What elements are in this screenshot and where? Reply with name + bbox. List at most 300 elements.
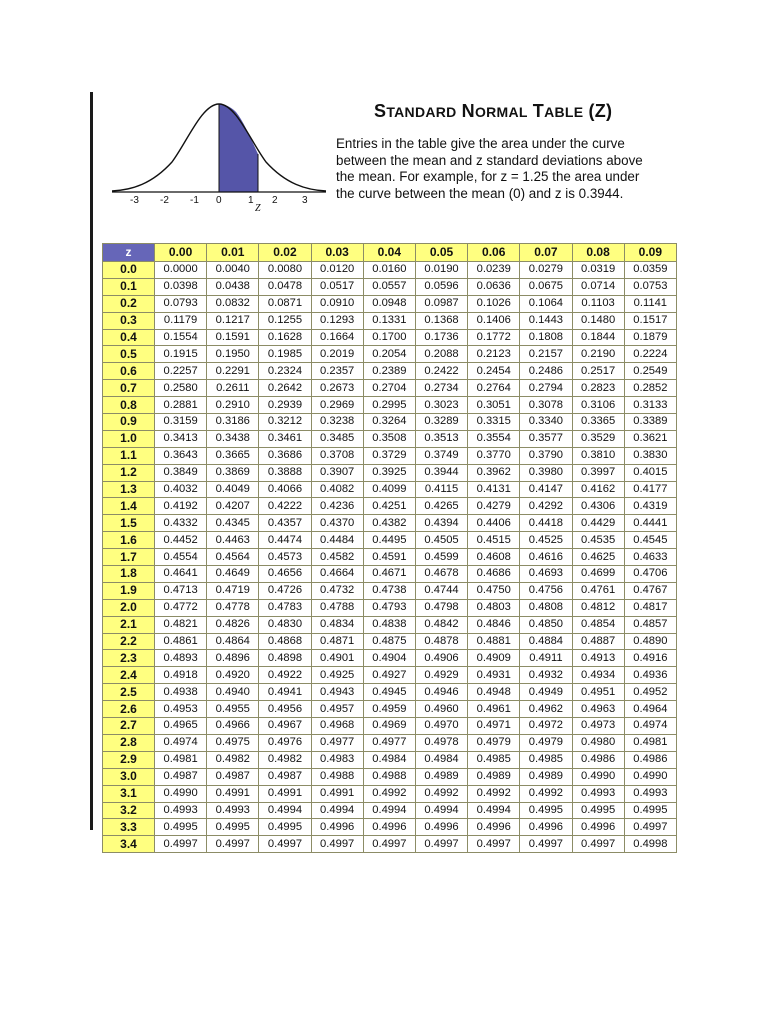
row-z-label: 1.6 [103,532,155,549]
table-cell: 0.4251 [363,498,415,515]
table-cell: 0.3508 [363,430,415,447]
table-cell: 0.4821 [155,616,207,633]
table-cell: 0.3962 [468,464,520,481]
table-cell: 0.1368 [415,312,467,329]
table-cell: 0.4812 [572,599,624,616]
table-cell: 0.4887 [572,633,624,650]
table-cell: 0.4998 [624,836,676,853]
table-cell: 0.2088 [415,346,467,363]
axis-label: -2 [160,195,169,206]
table-row [103,701,677,718]
table-cell: 0.4987 [259,768,311,785]
table-cell: 0.4664 [311,566,363,583]
table-cell: 0.4997 [207,836,259,853]
row-z-label: 2.6 [103,701,155,718]
table-row [103,684,677,701]
table-cell: 0.4406 [468,515,520,532]
table-cell: 0.2291 [207,363,259,380]
table-cell: 0.3554 [468,430,520,447]
table-cell: 0.4925 [311,667,363,684]
table-cell: 0.3621 [624,430,676,447]
table-cell: 0.2019 [311,346,363,363]
table-cell: 0.0319 [572,262,624,279]
table-cell: 0.0675 [520,278,572,295]
table-cell: 0.4994 [363,802,415,819]
table-cell: 0.2734 [415,380,467,397]
table-cell: 0.4953 [155,701,207,718]
table-cell: 0.4706 [624,566,676,583]
table-cell: 0.0398 [155,278,207,295]
table-cell: 0.4608 [468,549,520,566]
table-cell: 0.2422 [415,363,467,380]
table-cell: 0.3413 [155,430,207,447]
table-cell: 0.4192 [155,498,207,515]
table-cell: 0.4996 [311,819,363,836]
table-row [103,464,677,481]
table-row [103,582,677,599]
row-z-label: 0.5 [103,346,155,363]
table-cell: 0.4854 [572,616,624,633]
table-row [103,768,677,785]
table-cell: 0.0120 [311,262,363,279]
table-row [103,346,677,363]
z-table [102,243,677,853]
table-cell: 0.1772 [468,329,520,346]
table-cell: 0.2157 [520,346,572,363]
column-header: 0.02 [259,244,311,262]
table-cell: 0.1664 [311,329,363,346]
table-cell: 0.4515 [468,532,520,549]
table-cell: 0.4931 [468,667,520,684]
table-cell: 0.1406 [468,312,520,329]
table-cell: 0.4989 [520,768,572,785]
table-cell: 0.3907 [311,464,363,481]
table-cell: 0.0517 [311,278,363,295]
column-header: 0.04 [363,244,415,262]
table-row [103,498,677,515]
table-cell: 0.4656 [259,566,311,583]
table-cell: 0.4963 [572,701,624,718]
table-cell: 0.4977 [363,734,415,751]
table-cell: 0.4949 [520,684,572,701]
table-cell: 0.1141 [624,295,676,312]
table-cell: 0.2517 [572,363,624,380]
table-cell: 0.4463 [207,532,259,549]
table-cell: 0.4699 [572,566,624,583]
table-cell: 0.1064 [520,295,572,312]
table-cell: 0.4850 [520,616,572,633]
table-cell: 0.1700 [363,329,415,346]
table-cell: 0.3023 [415,397,467,414]
table-row [103,667,677,684]
axis-label: -3 [130,195,139,206]
table-cell: 0.3849 [155,464,207,481]
table-cell: 0.4875 [363,633,415,650]
table-cell: 0.4985 [468,751,520,768]
table-row [103,734,677,751]
table-cell: 0.2486 [520,363,572,380]
column-header: 0.06 [468,244,520,262]
table-cell: 0.3133 [624,397,676,414]
table-cell: 0.3643 [155,447,207,464]
table-cell: 0.4994 [259,802,311,819]
table-cell: 0.4967 [259,718,311,735]
table-cell: 0.1293 [311,312,363,329]
table-cell: 0.4641 [155,566,207,583]
table-cell: 0.4990 [572,768,624,785]
table-cell: 0.0279 [520,262,572,279]
table-cell: 0.4788 [311,599,363,616]
table-cell: 0.2969 [311,397,363,414]
table-cell: 0.0160 [363,262,415,279]
table-cell: 0.4904 [363,650,415,667]
table-cell: 0.2549 [624,363,676,380]
table-cell: 0.4394 [415,515,467,532]
table-row [103,481,677,498]
table-cell: 0.2580 [155,380,207,397]
row-z-label: 2.8 [103,734,155,751]
table-cell: 0.1517 [624,312,676,329]
table-cell: 0.4974 [155,734,207,751]
table-cell: 0.4936 [624,667,676,684]
row-z-label: 2.9 [103,751,155,768]
table-cell: 0.4783 [259,599,311,616]
row-z-label: 3.1 [103,785,155,802]
table-cell: 0.4554 [155,549,207,566]
table-cell: 0.3708 [311,447,363,464]
table-cell: 0.4997 [624,819,676,836]
table-cell: 0.0478 [259,278,311,295]
table-cell: 0.4941 [259,684,311,701]
table-cell: 0.0557 [363,278,415,295]
table-cell: 0.4846 [468,616,520,633]
table-cell: 0.4993 [572,785,624,802]
table-cell: 0.4986 [572,751,624,768]
row-z-label: 2.0 [103,599,155,616]
row-z-label: 2.7 [103,718,155,735]
table-cell: 0.4990 [624,768,676,785]
table-cell: 0.4099 [363,481,415,498]
table-cell: 0.2224 [624,346,676,363]
table-cell: 0.0438 [207,278,259,295]
table-cell: 0.4997 [155,836,207,853]
table-cell: 0.4693 [520,566,572,583]
table-cell: 0.4901 [311,650,363,667]
table-cell: 0.2190 [572,346,624,363]
table-cell: 0.4991 [207,785,259,802]
table-cell: 0.4842 [415,616,467,633]
table-cell: 0.4744 [415,582,467,599]
table-cell: 0.3186 [207,414,259,431]
table-cell: 0.4750 [468,582,520,599]
table-cell: 0.2389 [363,363,415,380]
table-cell: 0.4066 [259,481,311,498]
table-cell: 0.4279 [468,498,520,515]
table-cell: 0.4236 [311,498,363,515]
table-cell: 0.4222 [259,498,311,515]
table-cell: 0.3577 [520,430,572,447]
table-cell: 0.3686 [259,447,311,464]
row-z-label: 1.4 [103,498,155,515]
table-cell: 0.4997 [311,836,363,853]
table-cell: 0.4332 [155,515,207,532]
table-cell: 0.4984 [415,751,467,768]
table-cell: 0.4969 [363,718,415,735]
table-cell: 0.4966 [207,718,259,735]
table-cell: 0.4452 [155,532,207,549]
table-cell: 0.4881 [468,633,520,650]
table-row [103,380,677,397]
table-cell: 0.4965 [155,718,207,735]
table-cell: 0.4798 [415,599,467,616]
table-cell: 0.4994 [415,802,467,819]
table-cell: 0.4997 [363,836,415,853]
table-cell: 0.0636 [468,278,520,295]
table-cell: 0.0948 [363,295,415,312]
table-header-row [103,244,677,262]
table-cell: 0.3461 [259,430,311,447]
table-cell: 0.4599 [415,549,467,566]
table-cell: 0.3729 [363,447,415,464]
table-cell: 0.4896 [207,650,259,667]
table-cell: 0.3529 [572,430,624,447]
table-cell: 0.4535 [572,532,624,549]
table-cell: 0.0000 [155,262,207,279]
table-cell: 0.2123 [468,346,520,363]
table-cell: 0.4916 [624,650,676,667]
table-cell: 0.4970 [415,718,467,735]
table-cell: 0.3212 [259,414,311,431]
table-cell: 0.4838 [363,616,415,633]
table-cell: 0.4922 [259,667,311,684]
table-cell: 0.2054 [363,346,415,363]
table-cell: 0.4996 [520,819,572,836]
table-cell: 0.2454 [468,363,520,380]
table-cell: 0.2764 [468,380,520,397]
table-cell: 0.4992 [468,785,520,802]
table-cell: 0.4032 [155,481,207,498]
table-cell: 0.4996 [363,819,415,836]
table-cell: 0.1331 [363,312,415,329]
table-cell: 0.4920 [207,667,259,684]
table-cell: 0.4911 [520,650,572,667]
table-cell: 0.4049 [207,481,259,498]
row-z-label: 3.4 [103,836,155,853]
row-z-label: 3.0 [103,768,155,785]
table-cell: 0.1985 [259,346,311,363]
table-cell: 0.3289 [415,414,467,431]
table-cell: 0.4871 [311,633,363,650]
table-cell: 0.4992 [520,785,572,802]
column-header: 0.05 [415,244,467,262]
table-cell: 0.4793 [363,599,415,616]
z-marker-label: Z [255,203,261,214]
table-cell: 0.0910 [311,295,363,312]
table-cell: 0.4573 [259,549,311,566]
table-cell: 0.0714 [572,278,624,295]
table-cell: 0.4974 [624,718,676,735]
row-z-label: 2.5 [103,684,155,701]
table-cell: 0.4162 [572,481,624,498]
table-cell: 0.0753 [624,278,676,295]
table-cell: 0.4868 [259,633,311,650]
table-cell: 0.4943 [311,684,363,701]
table-cell: 0.0832 [207,295,259,312]
table-cell: 0.4980 [572,734,624,751]
table-row [103,566,677,583]
table-cell: 0.3365 [572,414,624,431]
table-cell: 0.4131 [468,481,520,498]
table-cell: 0.4994 [468,802,520,819]
row-z-label: 1.0 [103,430,155,447]
table-cell: 0.4564 [207,549,259,566]
table-cell: 0.4995 [155,819,207,836]
axis-label: 1 [248,195,254,206]
table-row [103,802,677,819]
table-cell: 0.4981 [155,751,207,768]
column-header: 0.00 [155,244,207,262]
table-cell: 0.4686 [468,566,520,583]
table-cell: 0.4761 [572,582,624,599]
table-cell: 0.3238 [311,414,363,431]
table-cell: 0.4977 [311,734,363,751]
table-cell: 0.4938 [155,684,207,701]
table-cell: 0.4997 [468,836,520,853]
table-cell: 0.4987 [207,768,259,785]
table-cell: 0.3389 [624,414,676,431]
table-cell: 0.4441 [624,515,676,532]
table-cell: 0.4992 [363,785,415,802]
table-cell: 0.4429 [572,515,624,532]
table-cell: 0.4991 [311,785,363,802]
table-cell: 0.4591 [363,549,415,566]
table-cell: 0.4495 [363,532,415,549]
table-cell: 0.4996 [468,819,520,836]
table-cell: 0.1808 [520,329,572,346]
table-cell: 0.4909 [468,650,520,667]
table-cell: 0.4962 [520,701,572,718]
row-z-label: 1.5 [103,515,155,532]
table-description: Entries in the table give the area under the curve between the mean and z standard deviations above the mean. For example, for z = 1.25 the area under the curve between the mean (0) and z is 0.3944. [336,136,643,201]
table-cell: 0.4913 [572,650,624,667]
row-z-label: 3.2 [103,802,155,819]
table-cell: 0.4968 [311,718,363,735]
page-title: STANDARD NORMAL TABLE (Z) [374,101,613,121]
table-cell: 0.1736 [415,329,467,346]
table-cell: 0.3810 [572,447,624,464]
table-cell: 0.4015 [624,464,676,481]
table-cell: 0.3830 [624,447,676,464]
row-z-label: 2.4 [103,667,155,684]
table-row [103,397,677,414]
table-cell: 0.4997 [520,836,572,853]
table-cell: 0.4986 [624,751,676,768]
table-row [103,836,677,853]
shaded-area [219,104,258,192]
table-cell: 0.4985 [520,751,572,768]
table-cell: 0.3264 [363,414,415,431]
table-cell: 0.4995 [207,819,259,836]
table-cell: 0.4633 [624,549,676,566]
table-cell: 0.4982 [259,751,311,768]
table-cell: 0.3315 [468,414,520,431]
table-cell: 0.1879 [624,329,676,346]
table-cell: 0.1591 [207,329,259,346]
table-row [103,430,677,447]
table-cell: 0.4772 [155,599,207,616]
table-cell: 0.2357 [311,363,363,380]
table-cell: 0.4292 [520,498,572,515]
table-cell: 0.4582 [311,549,363,566]
table-cell: 0.2257 [155,363,207,380]
table-cell: 0.4826 [207,616,259,633]
table-cell: 0.4616 [520,549,572,566]
table-cell: 0.4525 [520,532,572,549]
table-cell: 0.4484 [311,532,363,549]
table-cell: 0.4345 [207,515,259,532]
table-cell: 0.2324 [259,363,311,380]
table-row [103,414,677,431]
axis-label: 0 [216,195,222,206]
table-cell: 0.2995 [363,397,415,414]
table-row [103,532,677,549]
table-cell: 0.2611 [207,380,259,397]
table-cell: 0.4957 [311,701,363,718]
table-cell: 0.4906 [415,650,467,667]
table-cell: 0.4991 [259,785,311,802]
table-cell: 0.1443 [520,312,572,329]
table-cell: 0.4803 [468,599,520,616]
row-z-label: 0.3 [103,312,155,329]
table-cell: 0.1217 [207,312,259,329]
table-cell: 0.2794 [520,380,572,397]
column-header: 0.01 [207,244,259,262]
row-z-label: 2.1 [103,616,155,633]
table-cell: 0.4960 [415,701,467,718]
row-z-label: 0.4 [103,329,155,346]
table-cell: 0.0080 [259,262,311,279]
left-margin-rule [90,92,93,830]
table-cell: 0.4115 [415,481,467,498]
normal-curve-diagram [112,92,326,214]
table-cell: 0.1103 [572,295,624,312]
row-z-label: 1.1 [103,447,155,464]
axis-label: 3 [302,195,308,206]
table-row [103,633,677,650]
table-cell: 0.0040 [207,262,259,279]
table-cell: 0.4861 [155,633,207,650]
table-cell: 0.2939 [259,397,311,414]
column-header: 0.09 [624,244,676,262]
row-z-label: 0.8 [103,397,155,414]
table-cell: 0.4678 [415,566,467,583]
table-row [103,329,677,346]
table-cell: 0.3485 [311,430,363,447]
table-cell: 0.4993 [207,802,259,819]
table-cell: 0.4927 [363,667,415,684]
table-cell: 0.4995 [624,802,676,819]
table-cell: 0.4207 [207,498,259,515]
table-row [103,718,677,735]
table-cell: 0.4713 [155,582,207,599]
table-cell: 0.4830 [259,616,311,633]
table-cell: 0.4545 [624,532,676,549]
table-cell: 0.4719 [207,582,259,599]
table-cell: 0.4418 [520,515,572,532]
table-cell: 0.4940 [207,684,259,701]
row-z-label: 0.2 [103,295,155,312]
table-cell: 0.4726 [259,582,311,599]
